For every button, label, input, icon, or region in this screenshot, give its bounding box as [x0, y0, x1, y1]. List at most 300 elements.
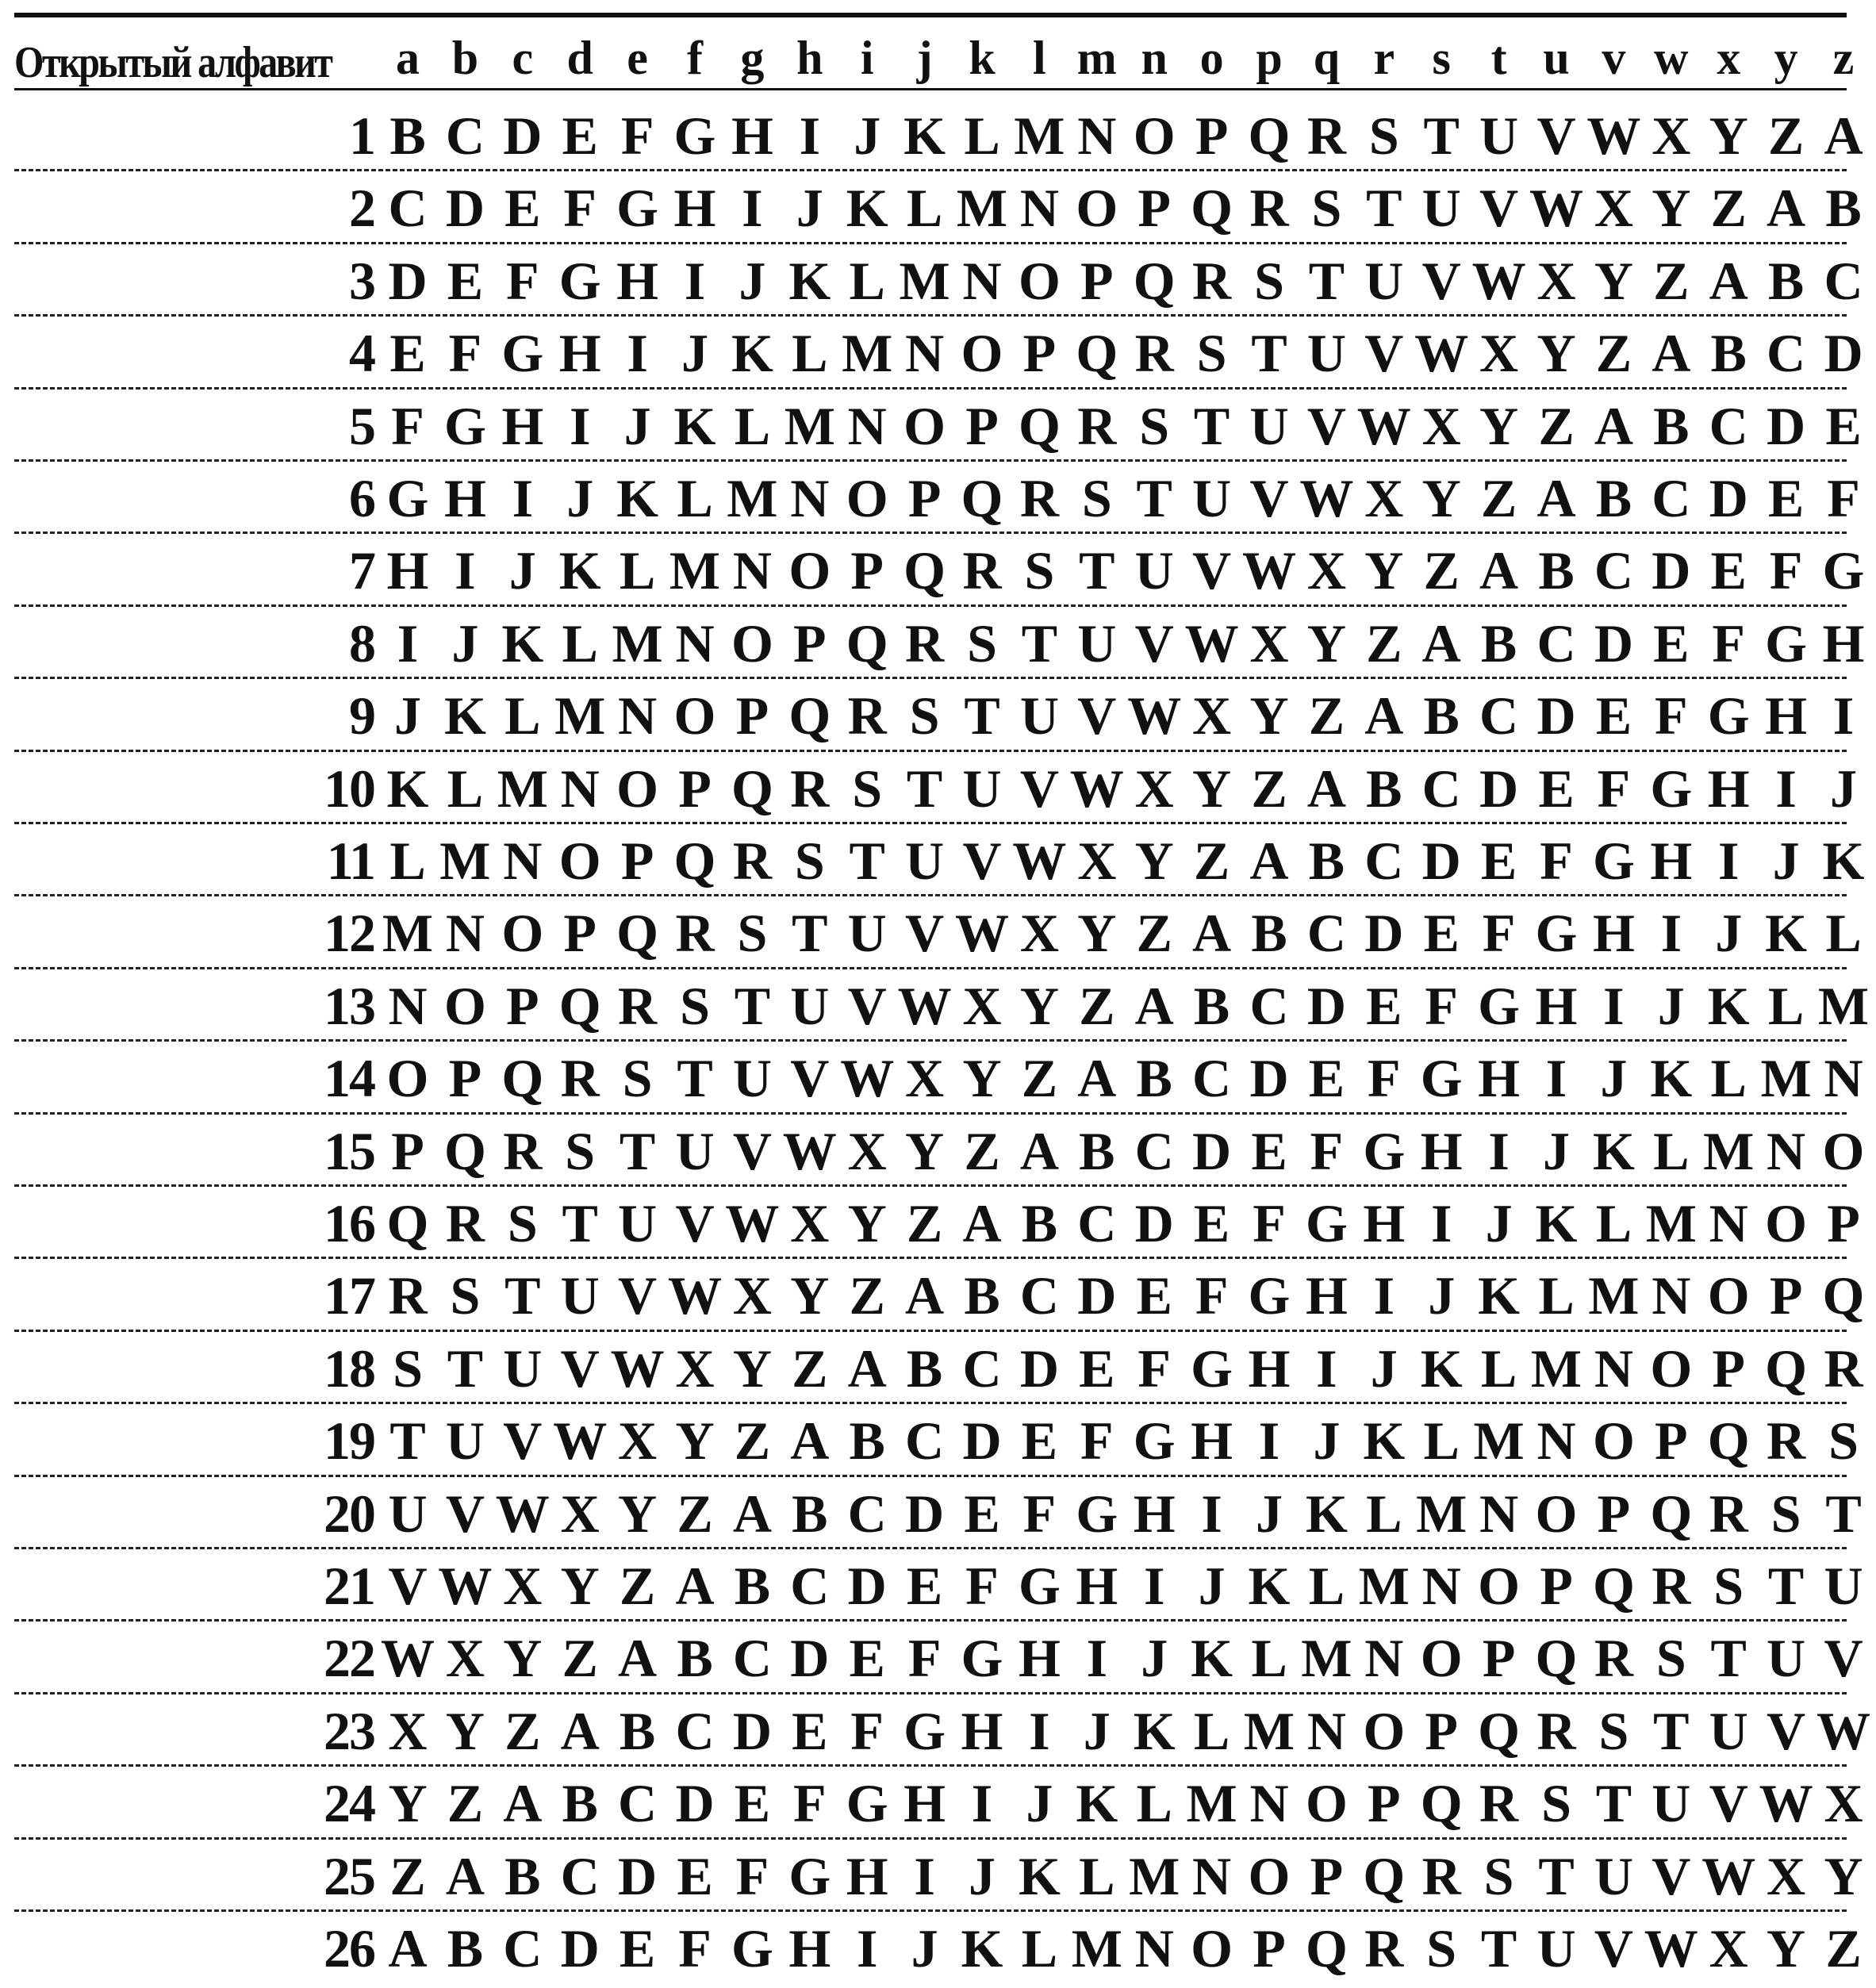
- cipher-letter: K: [443, 685, 486, 746]
- row-rule: [14, 459, 1847, 462]
- cipher-letter: M: [1703, 1120, 1755, 1181]
- row-rule: [14, 1837, 1847, 1840]
- shift-number: 11: [326, 831, 374, 891]
- cipher-letter: R: [905, 612, 945, 674]
- cipher-letter: U: [1364, 250, 1404, 311]
- cipher-letter: L: [619, 540, 656, 601]
- cipher-letter: I: [512, 468, 534, 528]
- shift-number: 8: [349, 612, 374, 674]
- cipher-letter: Y: [388, 1773, 428, 1834]
- cipher-letter: H: [1478, 1048, 1521, 1109]
- cipher-letter: Z: [1423, 540, 1460, 601]
- cipher-letter: O: [1076, 178, 1118, 239]
- cipher-letter: V: [503, 1410, 543, 1472]
- cipher-letter: D: [1479, 758, 1519, 819]
- table-row: [14, 1405, 1859, 1477]
- cipher-letter: K: [1076, 1773, 1118, 1834]
- cipher-letter: J: [1026, 1773, 1053, 1834]
- plain-letter-d: d: [566, 32, 593, 84]
- cipher-letter: P: [1712, 1337, 1745, 1399]
- cipher-letter: W: [1184, 612, 1239, 674]
- cipher-letter: C: [1306, 903, 1346, 964]
- shift-number: 6: [349, 468, 374, 528]
- cipher-letter: P: [1195, 106, 1229, 166]
- cipher-letter: F: [1540, 831, 1573, 891]
- table-row: [14, 1478, 1862, 1550]
- cipher-letter: W: [1817, 1700, 1870, 1761]
- table-row: [14, 1695, 1870, 1767]
- table-row: [14, 680, 1855, 752]
- cipher-letter: R: [1536, 1700, 1576, 1761]
- cipher-letter: G: [386, 468, 429, 528]
- cipher-letter: W: [955, 903, 1009, 964]
- cipher-letter: H: [1822, 612, 1865, 674]
- table-row: [14, 753, 1857, 825]
- cipher-letter: M: [1014, 106, 1065, 166]
- cipher-letter: V: [732, 1120, 772, 1181]
- cipher-letter: Z: [1710, 178, 1747, 239]
- cipher-letter: V: [1192, 540, 1232, 601]
- cipher-letter: O: [1707, 1265, 1750, 1326]
- cipher-letter: O: [1305, 1773, 1348, 1834]
- cipher-letter: M: [497, 758, 548, 819]
- table-row: [14, 1188, 1860, 1260]
- cipher-letter: V: [905, 903, 945, 964]
- cipher-letter: Q: [1822, 1265, 1865, 1326]
- cipher-letter: O: [443, 975, 486, 1036]
- cipher-letter: I: [397, 612, 419, 674]
- cipher-letter: C: [1019, 1265, 1059, 1326]
- shift-number: 5: [349, 395, 374, 456]
- cipher-letter: E: [1193, 1193, 1230, 1253]
- cipher-letter: D: [1652, 540, 1691, 601]
- plain-letter-m: m: [1076, 32, 1117, 84]
- cipher-letter: I: [1717, 831, 1740, 891]
- cipher-letter: U: [1824, 1556, 1863, 1616]
- cipher-letter: U: [560, 1265, 600, 1326]
- cipher-letter: Z: [1480, 468, 1517, 528]
- cipher-letter: X: [1134, 758, 1174, 819]
- cipher-letter: U: [790, 975, 830, 1036]
- cipher-letter: H: [1765, 685, 1808, 746]
- cipher-letter: R: [790, 758, 830, 819]
- cipher-letter: F: [563, 178, 597, 239]
- cipher-letter: K: [1765, 903, 1808, 964]
- cipher-letter: W: [1701, 1845, 1756, 1906]
- cipher-letter: D: [1077, 1265, 1117, 1326]
- cipher-letter: F: [1655, 685, 1688, 746]
- cipher-letter: C: [1134, 1120, 1174, 1181]
- cipher-letter: Z: [1251, 758, 1287, 819]
- cipher-letter: F: [1080, 1410, 1114, 1472]
- cipher-letter: V: [1077, 685, 1117, 746]
- cipher-letter: M: [1473, 1410, 1525, 1472]
- cipher-letter: S: [507, 1193, 538, 1253]
- cipher-letter: Y: [1077, 903, 1117, 964]
- cipher-letter: B: [1021, 1193, 1058, 1253]
- cipher-letter: W: [1069, 758, 1124, 819]
- cipher-letter: L: [1136, 1773, 1172, 1834]
- cipher-letter: W: [381, 1628, 435, 1689]
- cipher-letter: V: [675, 1193, 715, 1253]
- cipher-letter: K: [1018, 1845, 1061, 1906]
- cipher-letter: Z: [1193, 831, 1230, 891]
- cipher-letter: F: [1253, 1193, 1286, 1253]
- table-row: [14, 1260, 1865, 1332]
- cipher-letter: E: [389, 323, 426, 384]
- cipher-letter: O: [846, 468, 888, 528]
- cipher-letter: P: [391, 1120, 424, 1181]
- plain-letter-g: g: [740, 32, 765, 84]
- cipher-letter: M: [1645, 1193, 1697, 1253]
- cipher-letter: N: [503, 831, 543, 891]
- cipher-letter: T: [562, 1193, 598, 1253]
- shift-number: 20: [324, 1483, 374, 1544]
- cipher-letter: J: [911, 1918, 938, 1978]
- cipher-letter: J: [969, 1845, 996, 1906]
- cipher-letter: D: [1306, 975, 1346, 1036]
- cipher-letter: P: [1827, 1193, 1860, 1253]
- cipher-letter: Q: [1765, 1337, 1808, 1399]
- cipher-letter: Q: [1018, 395, 1061, 456]
- cipher-letter: X: [905, 1048, 945, 1109]
- cipher-letter: C: [1652, 468, 1691, 528]
- cipher-letter: G: [731, 1918, 773, 1978]
- cipher-letter: E: [504, 178, 541, 239]
- cipher-letter: M: [1129, 1845, 1180, 1906]
- cipher-letter: A: [732, 1483, 772, 1544]
- cipher-letter: I: [1832, 685, 1855, 746]
- cipher-letter: Q: [558, 975, 601, 1036]
- cipher-letter: F: [1597, 758, 1631, 819]
- cipher-letter: K: [386, 758, 429, 819]
- cipher-letter: Q: [1707, 1410, 1750, 1472]
- cipher-letter: T: [1595, 1773, 1632, 1834]
- cipher-letter: F: [1425, 975, 1458, 1036]
- cipher-letter: A: [790, 1410, 830, 1472]
- cipher-letter: S: [967, 612, 997, 674]
- cipher-letter: H: [846, 1845, 888, 1906]
- cipher-letter: K: [1133, 1700, 1176, 1761]
- row-rule: [14, 242, 1847, 244]
- cipher-letter: Z: [734, 1410, 771, 1472]
- cipher-letter: U: [1652, 1773, 1691, 1834]
- cipher-letter: E: [677, 1845, 713, 1906]
- cipher-letter: J: [566, 468, 594, 528]
- cipher-letter: D: [905, 1483, 945, 1544]
- cipher-letter: X: [1077, 831, 1117, 891]
- cipher-letter: O: [673, 685, 716, 746]
- plain-letter-l: l: [1033, 32, 1046, 84]
- cipher-letter: E: [1251, 1120, 1287, 1181]
- cipher-letter: U: [1421, 178, 1461, 239]
- cipher-letter: X: [732, 1265, 772, 1326]
- cipher-letter: H: [1363, 1193, 1406, 1253]
- cipher-letter: R: [1134, 323, 1174, 384]
- cipher-letter: U: [675, 1120, 715, 1181]
- cipher-letter: O: [903, 395, 946, 456]
- cipher-letter: C: [1249, 975, 1289, 1036]
- cipher-letter: A: [905, 1265, 945, 1326]
- cipher-letter: F: [1712, 612, 1745, 674]
- cipher-letter: R: [1594, 1628, 1633, 1689]
- cipher-letter: L: [562, 612, 598, 674]
- shift-number: 15: [324, 1120, 374, 1181]
- cipher-letter: U: [445, 1410, 485, 1472]
- cipher-letter: E: [1136, 1265, 1172, 1326]
- cipher-letter: P: [506, 975, 539, 1036]
- cipher-letter: J: [1198, 1556, 1226, 1616]
- cipher-letter: B: [1538, 540, 1575, 601]
- cipher-letter: X: [1594, 178, 1633, 239]
- cipher-letter: T: [1767, 1556, 1805, 1616]
- cipher-letter: H: [1535, 975, 1578, 1036]
- cipher-letter: O: [1420, 1628, 1463, 1689]
- cipher-letter: Y: [445, 1700, 485, 1761]
- cipher-letter: N: [560, 758, 600, 819]
- cipher-letter: N: [1192, 1845, 1232, 1906]
- plain-letter-s: s: [1432, 32, 1451, 84]
- row-rule: [14, 1184, 1847, 1187]
- cipher-letter: Q: [1133, 250, 1176, 311]
- shift-number: 7: [349, 540, 374, 601]
- shift-number: 17: [324, 1265, 374, 1326]
- cipher-letter: E: [1710, 540, 1747, 601]
- cipher-letter: B: [1767, 250, 1805, 311]
- cipher-letter: C: [560, 1845, 600, 1906]
- plain-letter-a: a: [396, 32, 420, 84]
- cipher-letter: K: [673, 395, 716, 456]
- cipher-letter: E: [734, 1773, 771, 1834]
- cipher-letter: B: [1653, 395, 1690, 456]
- cipher-letter: A: [1824, 106, 1863, 166]
- cipher-letter: F: [735, 1845, 769, 1906]
- cipher-letter: W: [495, 1483, 550, 1544]
- cipher-letter: X: [847, 1120, 887, 1181]
- cipher-letter: Q: [903, 540, 946, 601]
- cipher-letter: R: [445, 1193, 485, 1253]
- cipher-letter: B: [1480, 612, 1517, 674]
- cipher-letter: G: [1133, 1410, 1176, 1472]
- cipher-letter: T: [964, 685, 1000, 746]
- cipher-letter: I: [455, 540, 476, 601]
- cipher-letter: B: [1710, 323, 1747, 384]
- cipher-letter: V: [445, 1483, 485, 1544]
- cipher-letter: X: [1652, 106, 1691, 166]
- cipher-letter: L: [849, 250, 885, 311]
- cipher-letter: N: [618, 685, 658, 746]
- cipher-letter: E: [792, 1700, 828, 1761]
- cipher-letter: J: [739, 250, 766, 311]
- cipher-letter: G: [1592, 831, 1635, 891]
- cipher-letter: A: [445, 1845, 485, 1906]
- cipher-letter: T: [1423, 106, 1460, 166]
- cipher-letter: H: [443, 468, 486, 528]
- cipher-letter: M: [727, 468, 778, 528]
- shift-number: 2: [349, 178, 374, 239]
- cipher-letter: J: [1600, 1048, 1628, 1109]
- cipher-letter: C: [1536, 612, 1576, 674]
- cipher-letter: M: [1416, 1483, 1467, 1544]
- cipher-letter: F: [1310, 1120, 1344, 1181]
- cipher-letter: K: [501, 612, 544, 674]
- cipher-letter: O: [1248, 1845, 1291, 1906]
- plain-letter-w: w: [1654, 32, 1689, 84]
- cipher-letter: E: [619, 1918, 656, 1978]
- cipher-letter: E: [1366, 975, 1402, 1036]
- cipher-letter: S: [1541, 1773, 1571, 1834]
- cipher-letter: D: [560, 1918, 600, 1978]
- cipher-letter: W: [1242, 540, 1296, 601]
- cipher-letter: K: [1650, 1048, 1693, 1109]
- cipher-letter: R: [1364, 1918, 1404, 1978]
- cipher-letter: A: [503, 1773, 543, 1834]
- cipher-letter: N: [962, 250, 1002, 311]
- cipher-letter: N: [790, 468, 830, 528]
- cipher-letter: L: [1021, 1918, 1058, 1978]
- cipher-letter: N: [905, 323, 945, 384]
- cipher-letter: L: [964, 106, 1000, 166]
- cipher-letter: G: [1191, 1337, 1233, 1399]
- cipher-letter: H: [1650, 831, 1693, 891]
- cipher-letter: I: [1029, 1700, 1050, 1761]
- cipher-letter: U: [1019, 685, 1059, 746]
- table-row: [14, 970, 1870, 1042]
- cipher-letter: K: [903, 106, 946, 166]
- cipher-letter: Q: [1650, 1483, 1693, 1544]
- cipher-letter: K: [961, 1918, 1003, 1978]
- cipher-letter: V: [1652, 1845, 1691, 1906]
- table-row: [14, 390, 1862, 462]
- cipher-letter: C: [1421, 758, 1461, 819]
- cipher-letter: U: [732, 1048, 772, 1109]
- table-row: [14, 245, 1863, 317]
- cipher-letter: K: [731, 323, 773, 384]
- cipher-letter: V: [1767, 1700, 1806, 1761]
- cipher-letter: E: [1480, 831, 1517, 891]
- cipher-letter: U: [1536, 1918, 1576, 1978]
- row-rule: [14, 1330, 1847, 1332]
- shift-number: 10: [324, 758, 374, 819]
- cipher-letter: D: [847, 1556, 887, 1616]
- cipher-letter: Q: [1592, 1556, 1635, 1616]
- cipher-letter: L: [1308, 1556, 1345, 1616]
- cipher-letter: Y: [1594, 250, 1633, 311]
- cipher-letter: K: [1592, 1120, 1635, 1181]
- plain-letter-i: i: [860, 32, 874, 84]
- row-rule: [14, 1692, 1847, 1694]
- cipher-letter: B: [1825, 178, 1862, 239]
- row-rule: [14, 894, 1847, 896]
- cipher-letter: L: [1653, 1120, 1690, 1181]
- cipher-letter: I: [569, 395, 591, 456]
- cipher-letter: A: [1306, 758, 1346, 819]
- cipher-letter: D: [388, 250, 428, 311]
- cipher-letter: K: [558, 540, 601, 601]
- cipher-letter: L: [1366, 1483, 1402, 1544]
- table-row: [14, 608, 1865, 680]
- cipher-letter: D: [1594, 612, 1633, 674]
- cipher-letter: S: [1311, 178, 1342, 239]
- row-rule: [14, 532, 1847, 534]
- plain-letter-k: k: [969, 32, 996, 84]
- row-rule: [14, 169, 1847, 171]
- cipher-letter: H: [731, 106, 773, 166]
- cipher-letter: Y: [1824, 1845, 1863, 1906]
- cipher-letter: D: [1134, 1193, 1174, 1253]
- cipher-letter: N: [1077, 106, 1117, 166]
- cipher-letter: E: [1825, 395, 1862, 456]
- cipher-letter: N: [732, 540, 772, 601]
- cipher-letter: L: [1825, 903, 1862, 964]
- cipher-letter: H: [1191, 1410, 1233, 1472]
- cipher-letter: R: [618, 975, 658, 1036]
- cipher-letter: H: [788, 1918, 831, 1978]
- cipher-letter: J: [451, 612, 479, 674]
- cipher-letter: O: [788, 540, 831, 601]
- cipher-letter: T: [389, 1410, 426, 1472]
- cipher-letter: Y: [675, 1410, 715, 1472]
- cipher-letter: P: [1425, 1700, 1458, 1761]
- table-row: [14, 1767, 1863, 1840]
- cipher-letter: X: [790, 1193, 830, 1253]
- cipher-letter: C: [1767, 323, 1806, 384]
- table-row: [14, 317, 1863, 390]
- cipher-letter: F: [965, 1556, 999, 1616]
- cipher-letter: B: [1136, 1048, 1172, 1109]
- cipher-letter: Q: [1478, 1700, 1521, 1761]
- cipher-letter: L: [906, 178, 943, 239]
- cipher-letter: T: [734, 975, 771, 1036]
- cipher-letter: G: [846, 1773, 888, 1834]
- cipher-letter: Y: [1192, 758, 1232, 819]
- cipher-letter: C: [790, 1556, 830, 1616]
- cipher-letter: C: [732, 1628, 772, 1689]
- cipher-letter: Y: [847, 1193, 887, 1253]
- cipher-letter: T: [447, 1337, 484, 1399]
- row-rule: [14, 1257, 1847, 1259]
- cipher-letter: V: [560, 1337, 600, 1399]
- cipher-letter: A: [1192, 903, 1232, 964]
- row-rule: [14, 314, 1847, 317]
- cipher-letter: P: [1769, 1265, 1803, 1326]
- shift-number: 4: [349, 323, 374, 384]
- cipher-letter: N: [1019, 178, 1059, 239]
- cipher-letter: D: [1767, 395, 1806, 456]
- cipher-letter: P: [1368, 1773, 1401, 1834]
- cipher-letter: G: [788, 1845, 831, 1906]
- cipher-letter: I: [1430, 1193, 1452, 1253]
- cipher-letter: Z: [792, 1337, 828, 1399]
- cipher-letter: Q: [1076, 323, 1118, 384]
- cipher-letter: H: [1018, 1628, 1061, 1689]
- cipher-letter: A: [675, 1556, 715, 1616]
- row-rule: [14, 1475, 1847, 1477]
- cipher-letter: N: [1824, 1048, 1863, 1109]
- cipher-letter: Q: [788, 685, 831, 746]
- cipher-letter: W: [1644, 1918, 1698, 1978]
- cipher-letter: E: [447, 250, 484, 311]
- row-rule: [14, 1619, 1847, 1621]
- cipher-letter: T: [1308, 250, 1345, 311]
- cipher-letter: F: [448, 323, 482, 384]
- cipher-letter: M: [1760, 1048, 1812, 1109]
- cipher-letter: L: [1710, 1048, 1747, 1109]
- cipher-letter: S: [1713, 1556, 1744, 1616]
- plain-letter-x: x: [1717, 32, 1741, 84]
- cipher-letter: D: [790, 1628, 830, 1689]
- cipher-letter: J: [796, 178, 823, 239]
